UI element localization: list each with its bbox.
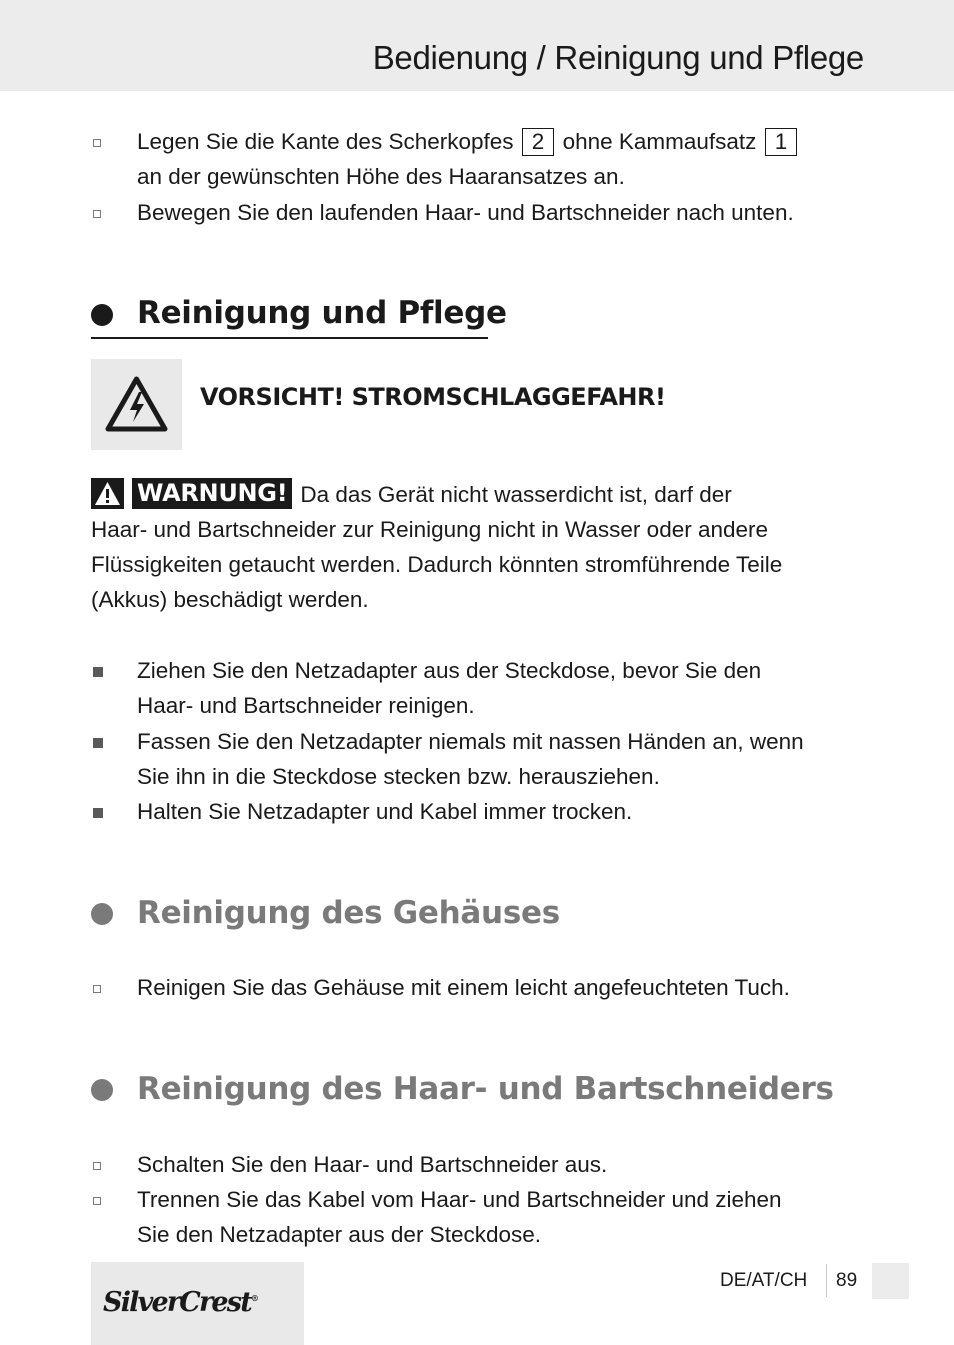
step-bullet — [93, 210, 101, 218]
part-ref-shear-head: 2 — [522, 128, 555, 156]
section-heading-trimmer: Reinigung des Haar- und Bartschneiders — [137, 1071, 834, 1107]
warning-line-2: Haar- und Bartschneider zur Reinigung nicht in Wasser oder andere — [91, 517, 769, 542]
trimmer-step-1: Schalten Sie den Haar- und Bartschneider aus. — [137, 1152, 608, 1177]
step-2: Bewegen Sie den laufenden Haar- und Bartschneider nach unten. — [137, 200, 794, 225]
safety-item-1-line-1: Ziehen Sie den Netzadapter aus der Steckdose, bevor Sie den — [137, 658, 762, 683]
brand-logo-text: SilverCrest® — [103, 1287, 259, 1318]
warning-triangle-icon — [91, 478, 124, 509]
step-bullet — [93, 1197, 101, 1205]
trimmer-step-2-line-2: Sie den Netzadapter aus der Steckdose. — [137, 1222, 542, 1247]
page-number: 89 — [836, 1270, 858, 1291]
trimmer-step-2-line-1: Trennen Sie das Kabel vom Haar- und Bartschneider und ziehen — [137, 1187, 782, 1212]
heading-underline — [91, 337, 488, 339]
list-bullet — [93, 738, 103, 748]
step-bullet — [93, 139, 101, 147]
list-bullet — [93, 667, 103, 677]
section-heading-housing: Reinigung des Gehäuses — [137, 895, 560, 931]
list-bullet — [93, 808, 103, 818]
safety-item-1-line-2: Haar- und Bartschneider reinigen. — [137, 693, 475, 718]
electric-shock-warning-icon — [91, 359, 182, 450]
caution-icon-box — [91, 359, 182, 450]
step-1-line-1 — [137, 124, 799, 159]
brand-logo — [91, 1262, 304, 1345]
page-title: Bedienung / Reinigung und Pflege — [372, 39, 864, 76]
footer-tab-marker — [872, 1263, 909, 1299]
warning-line-1 — [91, 477, 732, 512]
page-header — [0, 0, 954, 91]
footer-divider — [826, 1264, 827, 1297]
section-bullet — [91, 1079, 113, 1101]
warning-label: WARNUNG! — [132, 478, 292, 509]
section-bullet — [91, 903, 113, 925]
safety-item-2-line-2: Sie ihn in die Steckdose stecken bzw. herausziehen. — [137, 764, 660, 789]
safety-item-2-line-1: Fassen Sie den Netzadapter niemals mit nassen Händen an, wenn — [137, 729, 804, 754]
step-bullet — [93, 985, 101, 993]
housing-step: Reinigen Sie das Gehäuse mit einem leicht angefeuchteten Tuch. — [137, 975, 790, 1000]
step-bullet — [93, 1162, 101, 1170]
step-1-line-2: an der gewünschten Höhe des Haaransatzes an. — [137, 164, 625, 189]
part-ref-comb: 1 — [765, 128, 798, 156]
language-code: DE/AT/CH — [720, 1270, 808, 1291]
step-1-text: Legen Sie die Kante des Scherkopfes — [137, 129, 514, 154]
warning-line-4: (Akkus) beschädigt werden. — [91, 587, 369, 612]
section-bullet — [91, 304, 113, 326]
step-1-text-cont: ohne Kammaufsatz — [562, 129, 757, 154]
warning-line-3: Flüssigkeiten getaucht werden. Dadurch könnten stromführende Teile — [91, 552, 783, 577]
safety-item-3: Halten Sie Netzadapter und Kabel immer trocken. — [137, 799, 633, 824]
section-heading-cleaning: Reinigung und Pflege — [137, 295, 507, 331]
caution-text: VORSICHT! STROMSCHLAGGEFAHR! — [200, 383, 666, 411]
warning-text: Da das Gerät nicht wasserdicht ist, darf der — [300, 482, 732, 507]
